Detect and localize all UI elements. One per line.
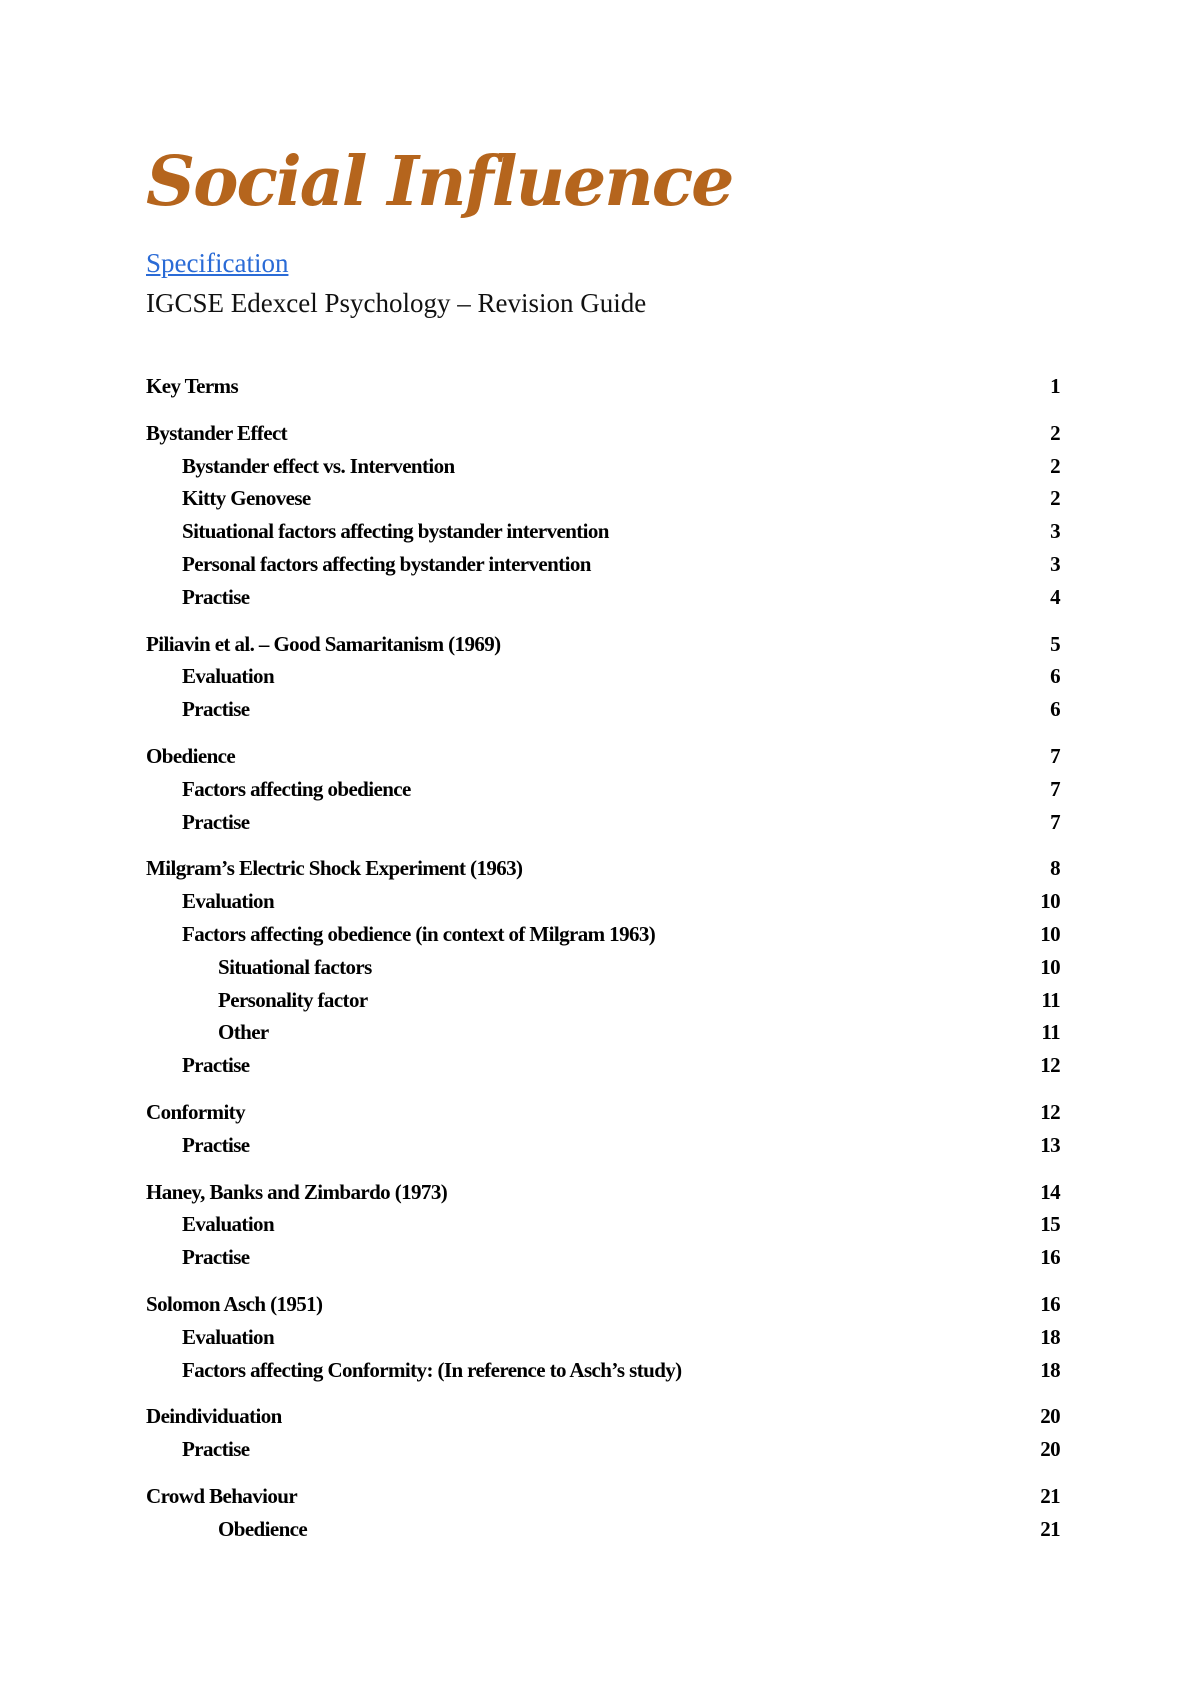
toc-entry-page-number: 18 (1040, 1357, 1060, 1382)
toc-entry-label: Kitty Genovese (182, 486, 311, 511)
toc-entry-label: Crowd Behaviour (146, 1483, 298, 1508)
toc-entry-label: Evaluation (182, 889, 275, 914)
toc-entry[interactable] (146, 984, 1060, 1017)
toc-entry-page-number: 16 (1040, 1245, 1060, 1270)
toc-entry[interactable] (146, 548, 1060, 581)
toc-entry[interactable] (146, 1241, 1060, 1274)
toc-entry-label: Practise (182, 584, 250, 609)
toc-entry[interactable] (146, 1321, 1060, 1354)
toc-entry-label: Piliavin et al. – Good Samaritanism (1969) (146, 631, 501, 656)
toc-entry-page-number: 13 (1040, 1132, 1060, 1157)
toc-entry[interactable] (146, 450, 1060, 483)
toc-entry[interactable] (146, 1513, 1060, 1546)
toc-entry[interactable] (146, 1480, 1060, 1513)
toc-entry-label: Conformity (146, 1099, 245, 1124)
document-page (146, 0, 1060, 1694)
toc-entry-label: Practise (182, 1132, 250, 1157)
specification-link[interactable]: Specification (146, 248, 289, 278)
toc-entry-page-number: 7 (1050, 776, 1060, 801)
toc-entry[interactable] (146, 515, 1060, 548)
toc-entry-page-number: 7 (1050, 743, 1060, 768)
toc-entry[interactable] (146, 581, 1060, 614)
toc-entry[interactable] (146, 370, 1060, 403)
toc-entry-label: Haney, Banks and Zimbardo (1973) (146, 1179, 448, 1204)
toc-entry[interactable] (146, 918, 1060, 951)
toc-entry[interactable] (146, 693, 1060, 726)
toc-entry-page-number: 20 (1040, 1437, 1060, 1462)
toc-entry-page-number: 10 (1040, 889, 1060, 914)
toc-entry-page-number: 10 (1040, 954, 1060, 979)
toc-entry-page-number: 2 (1050, 420, 1060, 445)
toc-entry-page-number: 5 (1050, 631, 1060, 656)
toc-entry-label: Milgram’s Electric Shock Experiment (1963) (146, 856, 523, 881)
toc-entry-label: Personal factors affecting bystander intervention (182, 551, 591, 576)
toc-entry-label: Factors affecting obedience (in context of Milgram 1963) (182, 921, 656, 946)
toc-entry-page-number: 4 (1050, 584, 1060, 609)
toc-entry[interactable] (146, 660, 1060, 693)
toc-entry[interactable] (146, 852, 1060, 885)
toc-entry-page-number: 12 (1040, 1053, 1060, 1078)
toc-entry[interactable] (146, 1288, 1060, 1321)
toc-entry-label: Practise (182, 1053, 250, 1078)
toc-entry-page-number: 12 (1040, 1099, 1060, 1124)
toc-entry[interactable] (146, 482, 1060, 515)
toc-entry-label: Factors affecting Conformity: (In reference to Asch’s study) (182, 1357, 682, 1382)
toc-entry[interactable] (146, 1354, 1060, 1387)
toc-entry[interactable] (146, 806, 1060, 839)
toc-entry-page-number: 11 (1041, 1020, 1060, 1045)
toc-entry-page-number: 15 (1040, 1212, 1060, 1237)
toc-entry-label: Deindividuation (146, 1404, 282, 1429)
toc-entry[interactable] (146, 740, 1060, 773)
toc-entry-label: Obedience (146, 743, 236, 768)
toc-entry-label: Personality factor (218, 987, 368, 1012)
table-of-contents (146, 370, 1060, 1546)
toc-entry-label: Bystander Effect (146, 420, 288, 445)
toc-entry-page-number: 1 (1050, 374, 1060, 398)
toc-entry-page-number: 8 (1050, 856, 1060, 881)
toc-entry-page-number: 7 (1050, 809, 1060, 834)
toc-entry[interactable] (146, 417, 1060, 450)
toc-entry-label: Practise (182, 1245, 250, 1270)
toc-entry-page-number: 11 (1041, 987, 1060, 1012)
toc-entry-page-number: 21 (1040, 1516, 1060, 1541)
toc-entry[interactable] (146, 1433, 1060, 1466)
toc-entry-label: Situational factors (218, 954, 372, 979)
toc-entry-label: Evaluation (182, 1324, 275, 1349)
toc-entry[interactable] (146, 1176, 1060, 1209)
document-title: Social Influence (146, 142, 733, 222)
toc-entry[interactable] (146, 628, 1060, 661)
toc-entry-page-number: 6 (1050, 664, 1060, 689)
toc-entry-page-number: 3 (1050, 519, 1060, 544)
toc-entry[interactable] (146, 951, 1060, 984)
toc-entry-page-number: 3 (1050, 551, 1060, 576)
toc-entry-page-number: 20 (1040, 1404, 1060, 1429)
toc-entry-page-number: 16 (1040, 1291, 1060, 1316)
toc-entry-page-number: 10 (1040, 921, 1060, 946)
toc-entry-page-number: 6 (1050, 697, 1060, 722)
toc-entry-page-number: 2 (1050, 453, 1060, 478)
toc-entry[interactable] (146, 1129, 1060, 1162)
toc-entry[interactable] (146, 1016, 1060, 1049)
toc-entry-label: Obedience (218, 1516, 308, 1541)
toc-entry-label: Factors affecting obedience (182, 776, 411, 801)
toc-entry-label: Practise (182, 1437, 250, 1462)
toc-entry-page-number: 18 (1040, 1324, 1060, 1349)
toc-entry-page-number: 2 (1050, 486, 1060, 511)
toc-entry[interactable] (146, 1049, 1060, 1082)
toc-entry[interactable] (146, 1208, 1060, 1241)
toc-entry-label: Practise (182, 809, 250, 834)
toc-entry-page-number: 14 (1040, 1179, 1060, 1204)
toc-entry-label: Bystander effect vs. Intervention (182, 453, 455, 478)
toc-entry-label: Solomon Asch (1951) (146, 1291, 323, 1316)
toc-entry[interactable] (146, 1400, 1060, 1433)
toc-entry-page-number: 21 (1040, 1483, 1060, 1508)
toc-entry-label: Situational factors affecting bystander intervention (182, 519, 609, 544)
toc-entry[interactable] (146, 885, 1060, 918)
toc-entry-label: Key Terms (146, 374, 239, 398)
toc-entry-label: Practise (182, 697, 250, 722)
toc-entry-label: Evaluation (182, 664, 275, 689)
document-subtitle: IGCSE Edexcel Psychology – Revision Guide (146, 288, 647, 318)
toc-entry[interactable] (146, 773, 1060, 806)
toc-entry[interactable] (146, 1096, 1060, 1129)
toc-entry-label: Evaluation (182, 1212, 275, 1237)
toc-entry-label: Other (218, 1020, 269, 1045)
